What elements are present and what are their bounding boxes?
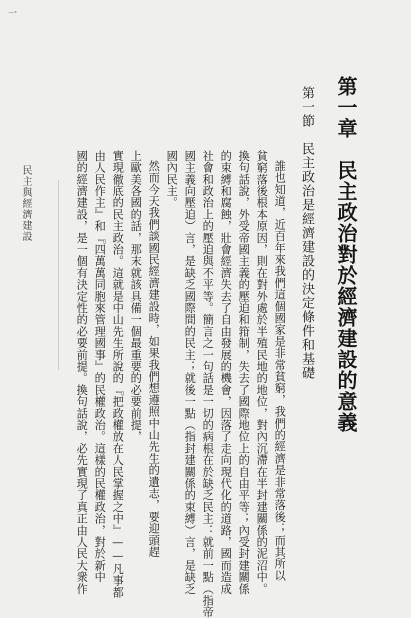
paragraph-line: 上歐美各國的話，那末就該具備一個最重要的必要前提， <box>129 150 143 443</box>
margin-rule <box>58 180 59 370</box>
chapter-title: 第一章 民主政治對於經濟建設的意義 <box>334 76 358 433</box>
running-head: 民主與經濟建設 <box>20 165 31 242</box>
paragraph-line: 由人民作主』和『四萬萬同胞來管理國事』的民權政治。這樣的民權政治，對於新中 <box>93 150 107 583</box>
paragraph-line: 誰也知道，近百年來我們這個國家是非常貧窮，我們的經濟是非常落後；而其所以 <box>273 160 287 582</box>
paragraph-line: 的束縛和腐蝕，壯會經濟失去了自由發展的機會，因落了走向現代化的道路，國而造成 <box>219 150 233 595</box>
paragraph-line: 社會和政治上的壓迫與不平等。簡言之一句話是一切的病根在於缺乏民主：就前一點（指帝 <box>201 150 215 618</box>
paragraph-line: 然而今天我們談國民經濟建設時，如果我們想遵照中山先生的遺志，要迎頭趕 <box>147 160 161 558</box>
paragraph-line: 國內民主。 <box>165 150 179 209</box>
paragraph-line: 國主義向壓迫）言，是缺乏國際間的民主；就後一點（指封建關係的束縛）言，是缺乏 <box>183 150 197 595</box>
paragraph-line: 換句話說，外受帝國主義的壓迫和箝制，失去了國際地位上的自由平等；內受封建關係 <box>237 150 251 595</box>
paragraph-line: 貧窮落後根本原因，則在對外處於半殖民地的地位，對內沉滯在半封建關係的泥沼中。 <box>255 150 269 595</box>
page-number: 一 <box>8 9 18 19</box>
paragraph-line: 國的經濟建設，是一個有決定性的必要前提。換句話說，必先實現了真正由人民大衆作 <box>75 150 89 595</box>
paragraph-line: 實現徹底的民主政治。這就是中山先生所說的『把政權放在人民掌握之中』——凡事都 <box>111 150 125 599</box>
section-title: 第一節 民主政治是經濟建設的決定條件和基礎 <box>299 86 314 380</box>
